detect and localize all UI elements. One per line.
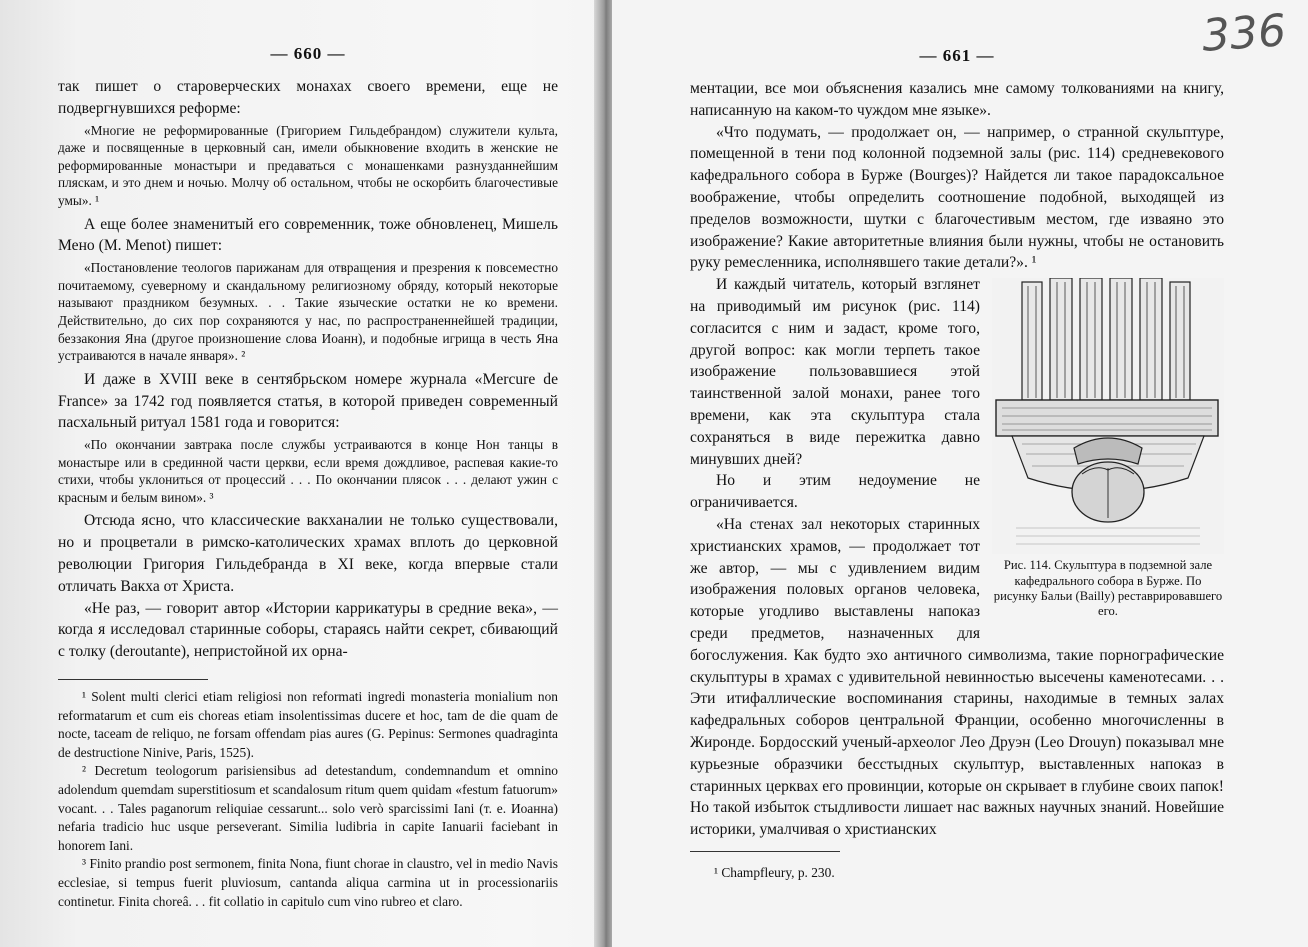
column-sculpture-illustration <box>992 278 1224 554</box>
footnote-separator <box>690 851 840 852</box>
page-number-right: — 661 — <box>919 46 995 65</box>
paragraph: Но и этим недоумение не ограничивается. <box>690 472 980 512</box>
figure-caption: Рис. 114. Скульптура в подземной зале кафедрального собора в Бурже. По рисунку Бальи (Bailly) реставрировавшего его. <box>993 558 1223 619</box>
paragraph: И даже в XVIII веке в сентябрьском номере журнала «Mercure de France» за 1742 год появляется статья, в которой приведен современный пасхальный ритуал 1581 года и говорится: <box>58 370 558 432</box>
quote: «Многие не реформированные (Григорием Гильдебрандом) служители культа, даже и посвященные в церковный сан, имели обыкновение входить в женские не реформированные монастыри и предаваться с монашенками разнузданнейшим пляскам, и это днем и ночью. Молчу об остальном, чтобы не оскорбить благочестивые умы». ¹ <box>58 122 558 208</box>
footnote: ² Decretum teologorum parisiensibus ad detestandum, condemnandum et omnino adolendum quemdam superstitiosum et scandalosum ritum quem quidam «festum fatuorum» vocant. . . Tales paganorum reliquiae cessarunt... solo verò sparcissimi Iani (т. е. Иоанна) nefaria tradicio huc usque perseverant. Similia ludibria in capite Ianuarii faciebant in honorem Iani. <box>58 763 558 853</box>
paragraph: «На стенах зал некоторых старинных христианских храмов, — продолжает тот же автор, — мы с удивлением видим изображения половых органов человека, которые угодливо выставлены напоказ среди предметов, назначенных для богослужения. Как будто эхо античного символизма, такие порнографические скульптуры в храмах с удивительной невинностью высечены каменотесами. . . Эти итифаллические воспоминания старины, находимые в темных залах кафедральных соборов центральной Франции, особенно многочисленны в Жиронде. Бордосский ученый-археолог Лео Друэн (Leo Drouyn) показывал мне курьезные образчики бесстыдных скульптур, выставленных напоказ в старинных церквах его провинции, которые он скрывает в глубине своих папок! Но такой избыток стыдливости лишает нас важных научных знаний. Новейшие историки, умалчивая о христианских <box>690 515 1224 839</box>
paragraph: «Что подумать, — продолжает он, — например, о странной скульптуре, помещенной в тени под колонной подземной залы (рис. 114) средневекового кафедрального собора в Бурже (Bourges)? Найдется ли такое парадоксальное воображение, чтобы определить соотношение подобной, выходящей из пределов возможности, шутки с благочестивым местом, где изваяно это изображение? Какие авторитетные влияния были нужны, чтобы не остановить руку ремесленника, исполнявшего такие детали?». ¹ <box>690 123 1224 272</box>
left-page <box>0 0 604 947</box>
paragraph: И каждый читатель, который взглянет на приводимый им рисунок (рис. 114) согласится с ним и задаст, кроме того, другой вопрос: как могли терпеть такое изображение пользовавшиеся этой таинственной залой монахи, ранее того времени, как эта скульптура стала сохраняться в виде пережитка давно минувших дней? <box>690 276 980 468</box>
paragraph: А еще более знаменитый его современник, тоже обновленец, Мишель Мено (M. Menot) пишет: <box>58 215 558 255</box>
quote: «По окончании завтрака после службы устраиваются в конце Нон танцы в монастыре или в срединной части церкви, если время дождливое, распевая какие-то стихи, чтобы уклониться от процессий . . . По окончании плясок . . . делают ужин с красным и белым вином». ³ <box>58 437 558 505</box>
footnote: ¹ Champfleury, p. 230. <box>714 864 835 880</box>
footnote-separator <box>58 679 208 680</box>
quote: «Постановление теологов парижанам для отвращения и презрения к повсеместно почитаемому, суеверному и скандальному религиозному обряду, который некоторые называют праздником безумных. . . Такие языческие остатки не ко времени. Действительно, до сих пор сохраняются у нас, по распространеннейшей традиции, беззакония Яна (другое произношение слова Иоанн), и подобные игрища в честь Яна устраиваются в начале января». ² <box>58 260 558 364</box>
handwritten-page-number: 336 <box>1200 5 1288 62</box>
paragraph: ментации, все мои объяснения казались мне самому толкованиями на книгу, написанную на каком-то чуждом мне языке». <box>690 80 1224 119</box>
footnote: ¹ Solent multi clerici etiam religiosi non reformati ingredi monasteria monialium non reformatarum et cum eis choreas etiam insolentissimas ducere et hoc, tam de die quam de nocte, taceam de reliquo, ne forsam offendam pias aures (G. Pepinus: Sermones quadraginta de destructione Ninive, Paris, 1525). <box>58 689 558 760</box>
footnote: ³ Finito prandio post sermonem, finita Nona, fiunt chorae in claustro, vel in medio Navis ecclesiae, si tempus fuerit pluviosum, cantanda aliqua carmina ut in processionariis continetur. Finita choreâ. . . fit collatio in capitulo cum vino rubreo et claro. <box>58 856 558 909</box>
paragraph: так пишет о староверческих монахах своего времени, еще не подвергнувшихся реформе: <box>58 78 558 117</box>
right-page <box>612 0 1308 947</box>
figure-114 <box>992 278 1224 620</box>
page-number-left: — 660 — <box>270 44 346 63</box>
paragraph: Отсюда ясно, что классические вакханалии не только существовали, но и процветали в римско-католических храмах вплоть до церковной революции Григория Гильдебранда в XI веке, когда впервые стали отличать Вакха от Христа. <box>58 512 558 595</box>
paragraph: «Не раз, — говорит автор «Истории каррикатуры в средние века», — когда я исследовал старинные соборы, стараясь найти секрет, сбивающий с толку (deroutante), непристойной их орна- <box>58 599 558 661</box>
